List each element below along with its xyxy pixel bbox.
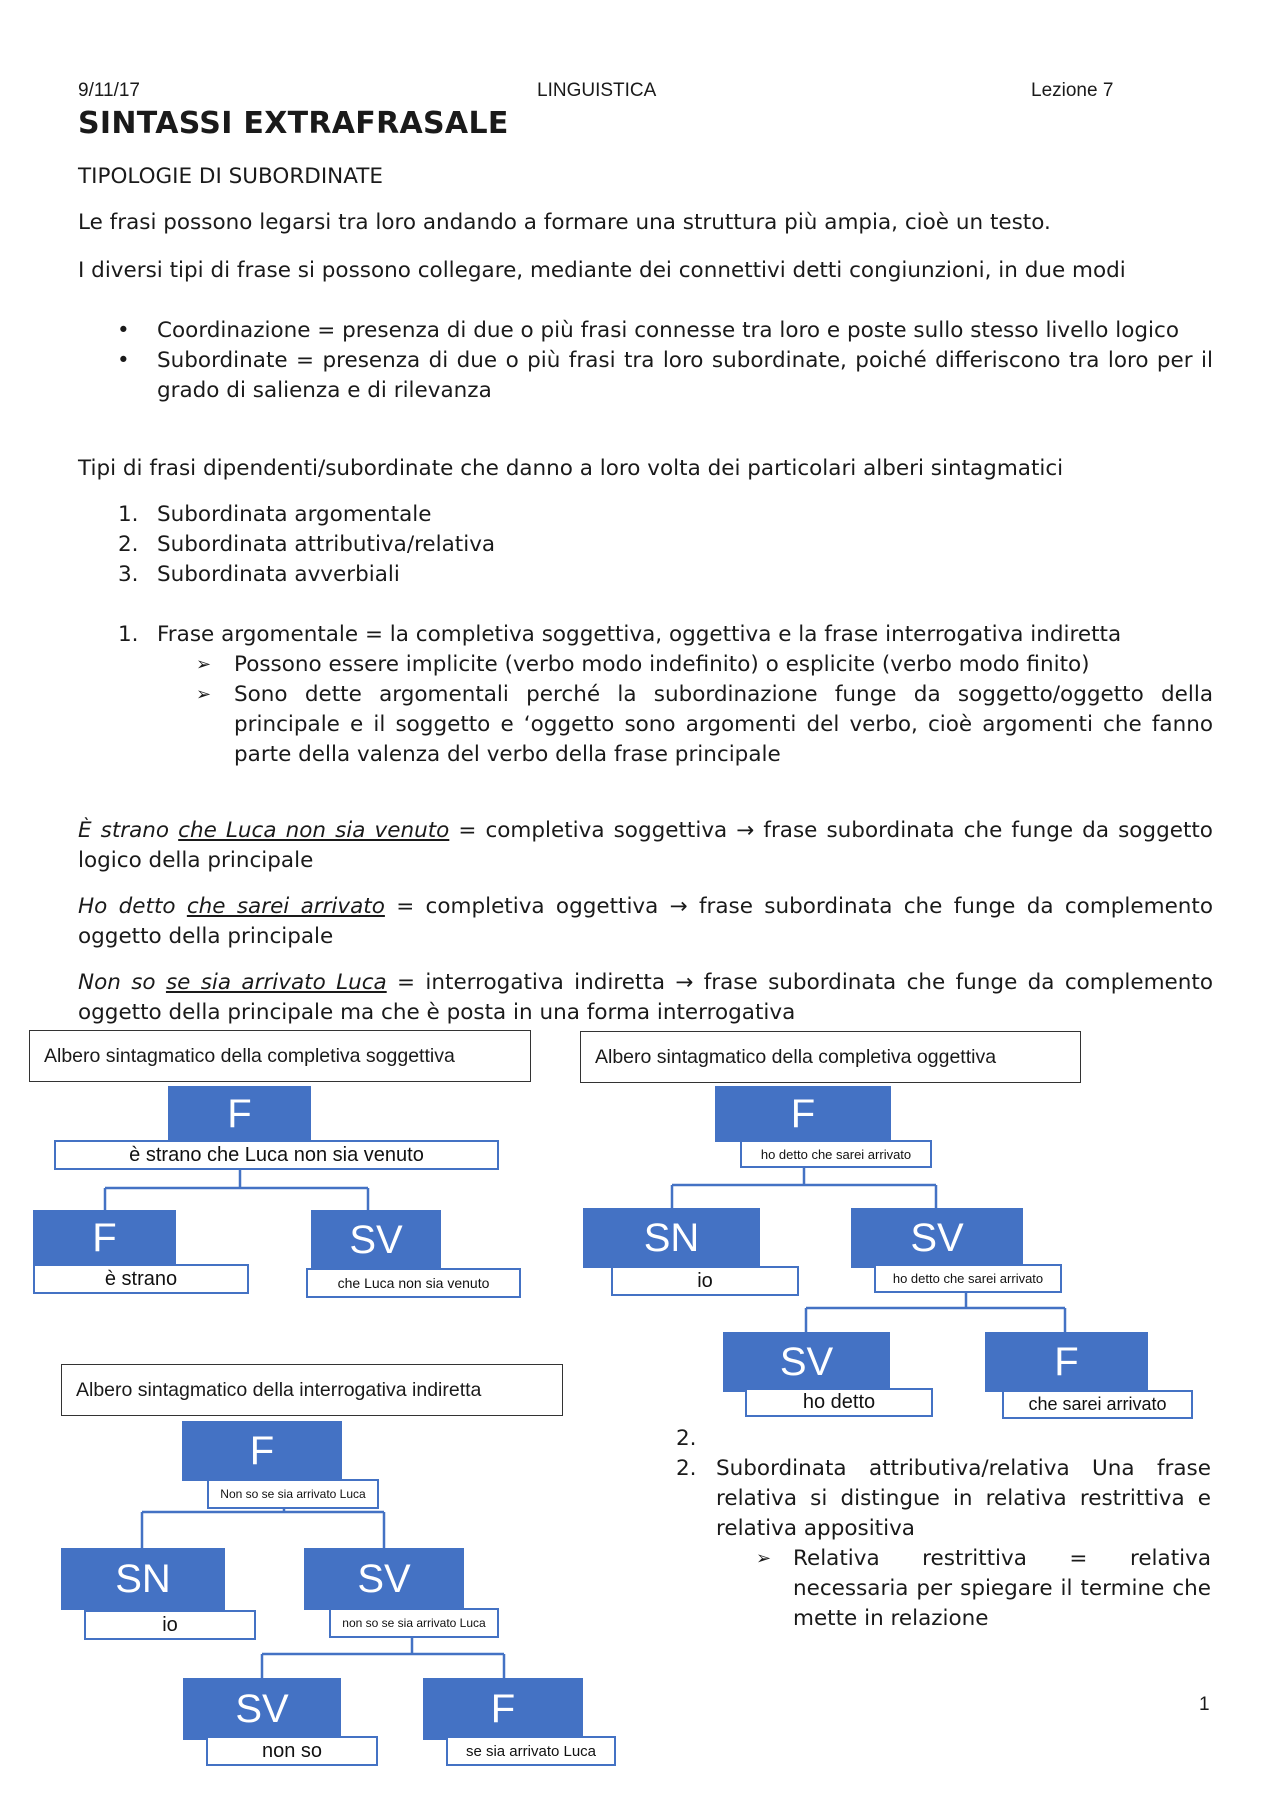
list-item: ➢ Sono dette argomentali perché la subordinazione funge da soggetto/oggetto della principale e il soggetto e ‘oggetto sono argomenti del verbo, cioè argomenti che fanno parte della valenza del verbo della frase principale	[196, 682, 1213, 767]
tree-title: Albero sintagmatico della completiva oggettiva	[580, 1031, 1081, 1083]
header-lesson: Lezione 7	[1031, 80, 1114, 101]
arrow-bullet-icon: ➢	[756, 1548, 772, 1569]
list-item: 1. Frase argomentale = la completiva soggettiva, oggettiva e la frase interrogativa indiretta	[118, 622, 1122, 647]
page-number: 1	[1199, 1694, 1210, 1715]
tree-node-label: io	[611, 1266, 799, 1296]
arrow-bullet-icon: ➢	[196, 654, 212, 675]
tree-node-f: F	[985, 1332, 1148, 1392]
section-relativa	[676, 1424, 1211, 1634]
tree-node-sn: SN	[583, 1208, 760, 1268]
list-item: 2.	[676, 1426, 697, 1451]
example: È strano che Luca non sia venuto = completiva soggettiva → frase subordinata che funge da soggetto logico della principale	[78, 818, 1213, 873]
tree-node-label: non so se sia arrivato Luca	[329, 1608, 499, 1638]
tree-node-f: F	[715, 1086, 891, 1142]
tree-node-f: F	[33, 1210, 176, 1266]
paragraph: I diversi tipi di frase si possono collegare, mediante dei connettivi detti congiunzioni, in due modi	[78, 258, 1126, 283]
list-item: • Subordinate = presenza di due o più frasi tra loro subordinate, poiché differiscono tra loro per il grado di salienza e di rilevanza	[117, 348, 1213, 403]
tree-node-f: F	[182, 1421, 342, 1481]
tree-node-sn: SN	[61, 1548, 225, 1610]
tree-node-label: è strano	[33, 1264, 249, 1294]
page-title: SINTASSI EXTRAFRASALE	[78, 106, 509, 141]
tree-node-label: non so	[206, 1736, 378, 1766]
tree-node-sv: SV	[304, 1548, 464, 1610]
example: Non so se sia arrivato Luca = interrogativa indiretta → frase subordinata che funge da complemento oggetto della principale ma che è posta in una forma interrogativa	[78, 970, 1213, 1025]
list-item: • Coordinazione = presenza di due o più frasi connesse tra loro e poste sullo stesso livello logico	[78, 316, 1213, 346]
tree-node-label: che Luca non sia venuto	[306, 1268, 521, 1298]
bullet-icon: •	[117, 318, 130, 343]
tree-node-label: Non so se sia arrivato Luca	[207, 1479, 379, 1509]
list-item: 3. Subordinata avverbiali	[118, 562, 400, 587]
tree-title: Albero sintagmatico della interrogativa indiretta	[61, 1364, 563, 1416]
tree-title: Albero sintagmatico della completiva soggettiva	[29, 1030, 531, 1082]
header-date: 9/11/17	[78, 80, 140, 101]
tree-node-label: che sarei arrivato	[1002, 1390, 1193, 1419]
arrow-bullet-icon: ➢	[196, 684, 212, 705]
tree-node-f: F	[168, 1086, 311, 1142]
example: Ho detto che sarei arrivato = completiva oggettiva → frase subordinata che funge da complemento oggetto della principale	[78, 894, 1214, 949]
header-course: LINGUISTICA	[537, 80, 657, 101]
tree-node-label: ho detto che sarei arrivato	[874, 1264, 1062, 1293]
tree-node-sv: SV	[723, 1332, 890, 1392]
tree-node-label: ho detto	[745, 1388, 933, 1417]
tree-node-sv: SV	[311, 1210, 441, 1270]
tree-node-f: F	[423, 1678, 583, 1740]
list-item: ➢ Relativa restrittiva = relativa necessaria per spiegare il termine che mette in relazione	[756, 1546, 1211, 1631]
tree-node-label: se sia arrivato Luca	[446, 1736, 616, 1766]
list-item: ➢ Possono essere implicite (verbo modo indefinito) o esplicite (verbo modo finito)	[78, 650, 1213, 680]
tree-node-sv: SV	[851, 1208, 1023, 1268]
tree-node-sv: SV	[183, 1678, 341, 1740]
tree-node-label: ho detto che sarei arrivato	[740, 1140, 932, 1168]
paragraph: Le frasi possono legarsi tra loro andando a formare una struttura più ampia, cioè un testo.	[78, 210, 1051, 235]
section-subtitle: TIPOLOGIE DI SUBORDINATE	[78, 164, 383, 189]
list-item: 2. Subordinata attributiva/relativa Una frase relativa si distingue in relativa restrittiva e relativa appositiva	[676, 1456, 1211, 1541]
bullet-icon: •	[117, 348, 130, 373]
tree-node-label: è strano che Luca non sia venuto	[54, 1140, 499, 1170]
list-item: 1. Subordinata argomentale	[118, 502, 432, 527]
tree-node-label: io	[84, 1610, 256, 1640]
list-item: 2. Subordinata attributiva/relativa	[118, 532, 496, 557]
paragraph: Tipi di frasi dipendenti/subordinate che danno a loro volta dei particolari alberi sintagmatici	[78, 456, 1064, 481]
